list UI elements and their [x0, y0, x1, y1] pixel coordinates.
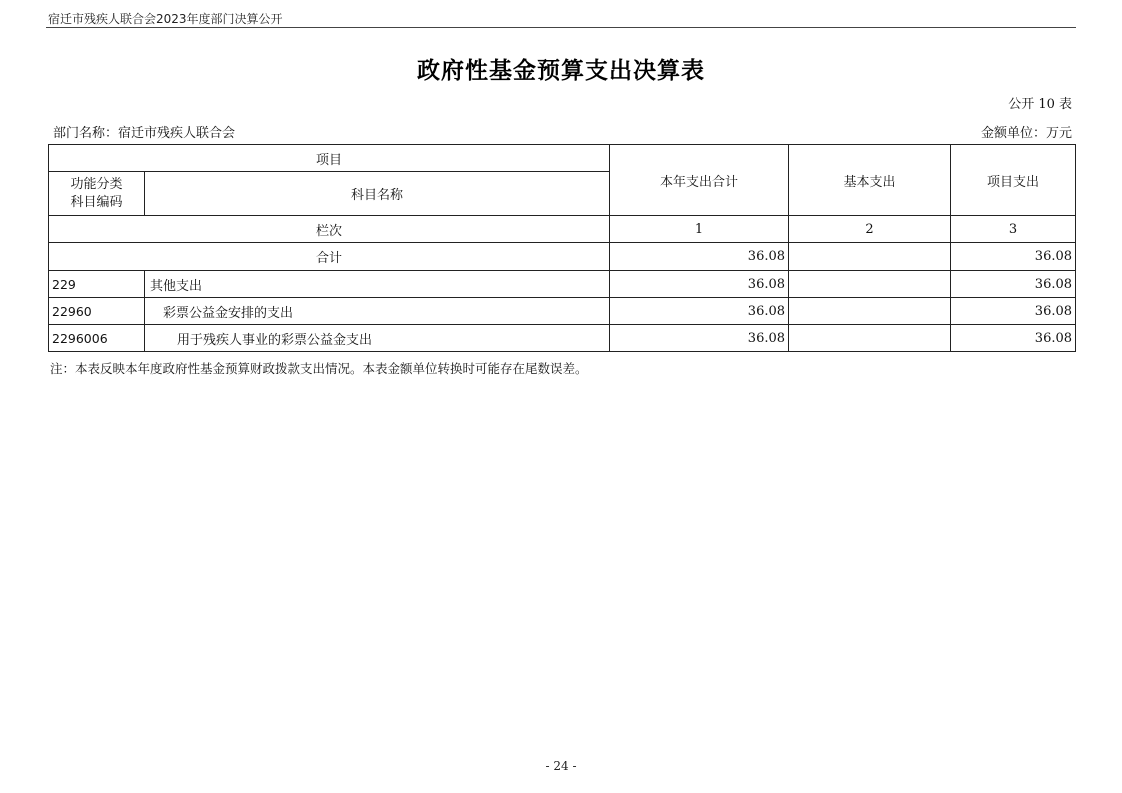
column-index-2: 2: [789, 216, 951, 243]
expenditure-table: [48, 144, 1076, 352]
header-row-1: [49, 145, 1076, 172]
column-index-row: [49, 216, 1076, 243]
row-total: 36.08: [610, 325, 789, 352]
header-total: 本年支出合计: [610, 145, 789, 216]
table-row: [49, 298, 1076, 325]
header-project: 项目支出: [951, 145, 1076, 216]
department-name: 部门名称：宿迁市残疾人联合会: [53, 126, 236, 141]
row-basic: [789, 271, 951, 298]
header-subject-name: 科目名称: [145, 172, 610, 216]
row-name: 用于残疾人事业的彩票公益金支出: [145, 325, 610, 352]
header-basic: 基本支出: [789, 145, 951, 216]
row-basic: [789, 325, 951, 352]
row-total: 36.08: [610, 271, 789, 298]
row-name: 彩票公益金安排的支出: [145, 298, 610, 325]
page-number: - 24 -: [545, 759, 577, 773]
column-index-label: 栏次: [49, 216, 610, 243]
row-code: 2296006: [49, 325, 145, 352]
row-code: 22960: [49, 298, 145, 325]
column-index-1: 1: [610, 216, 789, 243]
total-project: 36.08: [951, 243, 1076, 271]
row-total: 36.08: [610, 298, 789, 325]
table-note: 注：本表反映本年度政府性基金预算财政拨款支出情况。本表金额单位转换时可能存在尾数误差。: [50, 361, 588, 376]
total-label: 合计: [49, 243, 610, 271]
amount-unit: 金额单位：万元: [980, 126, 1072, 141]
page-title: 政府性基金预算支出决算表: [417, 58, 705, 84]
table-number: 公开 10 表: [1008, 97, 1072, 112]
header-func-code: 功能分类 科目编码: [49, 172, 145, 216]
total-amount: 36.08: [610, 243, 789, 271]
row-name: 其他支出: [145, 271, 610, 298]
row-code: 229: [49, 271, 145, 298]
row-project: 36.08: [951, 271, 1076, 298]
header-rule: [46, 27, 1076, 28]
running-header: 宿迁市残疾人联合会2023年度部门决算公开: [48, 12, 283, 26]
row-project: 36.08: [951, 325, 1076, 352]
table-row: [49, 271, 1076, 298]
total-basic: [789, 243, 951, 271]
total-row: [49, 243, 1076, 271]
table-row: [49, 325, 1076, 352]
row-project: 36.08: [951, 298, 1076, 325]
header-item: 项目: [49, 145, 610, 172]
row-basic: [789, 298, 951, 325]
column-index-3: 3: [951, 216, 1076, 243]
